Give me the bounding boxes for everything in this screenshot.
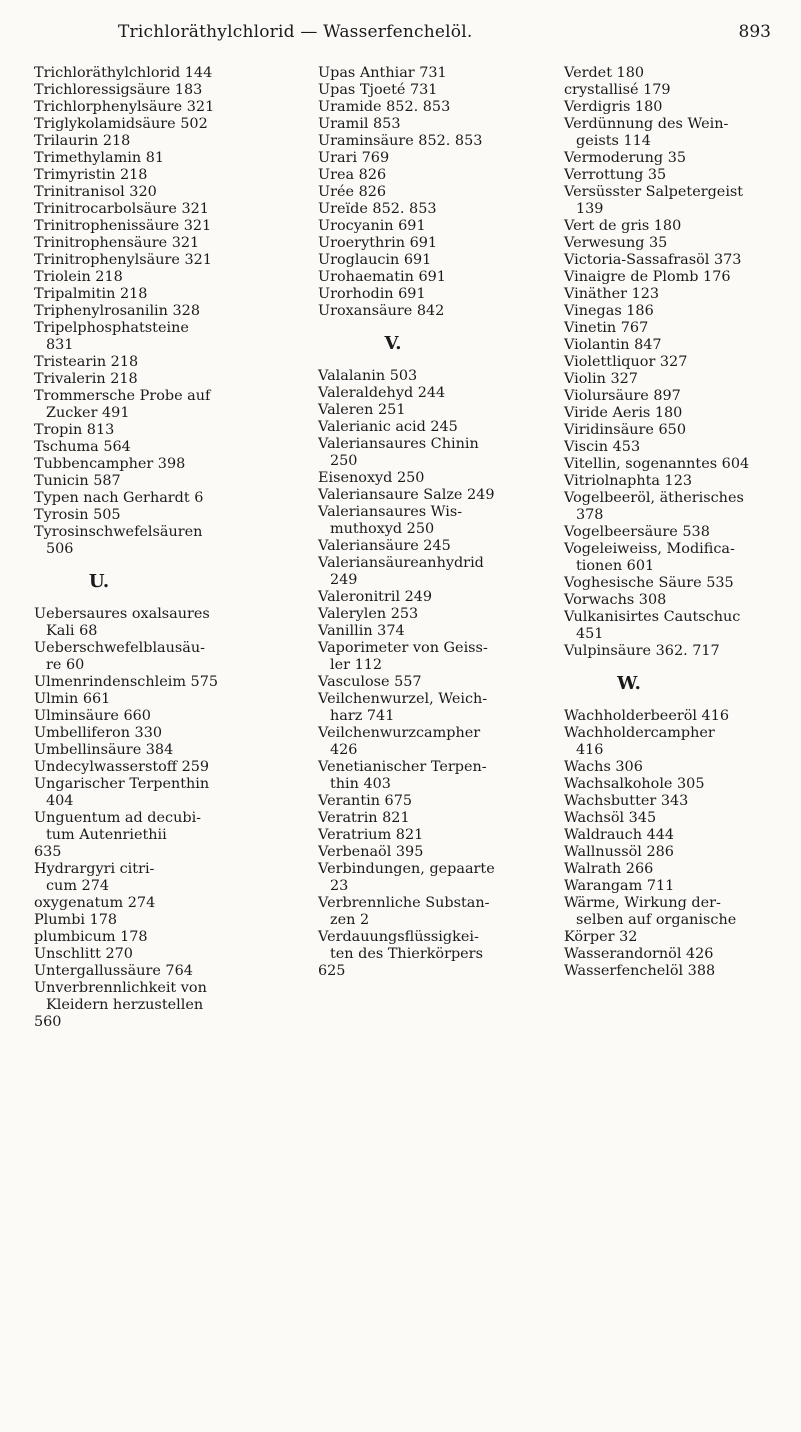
index-entry [564, 575, 789, 592]
index-entry-text: Vorwachs 308 [564, 592, 667, 608]
index-entry [318, 303, 558, 320]
index-entry-text: Unschlitt 270 [34, 946, 133, 962]
index-entry [564, 422, 789, 439]
index-entry-text: Tschuma 564 [34, 439, 131, 455]
index-entry-continuation: 451 [576, 626, 604, 642]
index-entry [34, 65, 274, 82]
index-entry-text: Tripalmitin 218 [34, 286, 148, 302]
index-entry-text: Trinitrophenissäure 321 [34, 218, 212, 234]
index-entry-text: Ulminsäure 660 [34, 708, 151, 724]
index-entry [564, 946, 789, 963]
index-entry [34, 963, 274, 980]
index-entry [564, 218, 789, 235]
index-entry [318, 861, 558, 895]
index-entry [318, 419, 558, 436]
index-entry-continuation: Kleidern herzustellen [46, 997, 204, 1013]
index-entry-text: Urohaematin 691 [318, 269, 446, 285]
index-entry [564, 878, 789, 895]
index-entry [564, 708, 789, 725]
index-entry-continuation: tionen 601 [576, 558, 655, 574]
index-entry-text: Valeriansäure 245 [318, 538, 451, 554]
index-entry-text: Uebersaures oxalsaures [34, 606, 210, 622]
index-entry [34, 218, 274, 235]
index-entry [34, 844, 274, 861]
index-entry [318, 929, 558, 963]
index-entry [318, 235, 558, 252]
index-entry-text: Hydrargyri citri- [34, 861, 155, 877]
index-entry [564, 456, 789, 473]
index-entry-text: Uroxansäure 842 [318, 303, 445, 319]
index-entry [564, 861, 789, 878]
index-entry [564, 320, 789, 337]
index-entry-text: Wachsalkohole 305 [564, 776, 705, 792]
index-entry-text: Vogeleiweiss, Modifica- [564, 541, 735, 557]
index-entry [564, 252, 789, 269]
index-entry [318, 538, 558, 555]
index-entry [34, 184, 274, 201]
index-entry-continuation: thin 403 [330, 776, 391, 792]
index-entry [34, 456, 274, 473]
index-entry-text: Walrath 266 [564, 861, 654, 877]
index-entry-text: Viridinsäure 650 [564, 422, 686, 438]
index-entry [318, 810, 558, 827]
index-entry-text: Plumbi 178 [34, 912, 118, 928]
index-entry-text: Trivalerin 218 [34, 371, 138, 387]
index-entry [564, 524, 789, 541]
index-entry [34, 861, 274, 895]
index-entry-text: Vinaigre de Plomb 176 [564, 269, 731, 285]
index-entry [318, 218, 558, 235]
index-entry [564, 286, 789, 303]
index-entry [34, 99, 274, 116]
index-entry-text: Trilaurin 218 [34, 133, 131, 149]
index-entry [34, 946, 274, 963]
index-entry-continuation: selben auf organische [576, 912, 737, 928]
index-entry [34, 354, 274, 371]
index-entry-text: Valeriansaure Salze 249 [318, 487, 495, 503]
index-entry [564, 82, 789, 99]
index-entry [564, 150, 789, 167]
index-entry-text: Tyrosinschwefelsäuren [34, 524, 203, 540]
index-entry-text: Verdünnung des Wein- [564, 116, 729, 132]
index-entry [564, 439, 789, 456]
index-entry-text: Violursäure 897 [564, 388, 681, 404]
index-entry [564, 541, 789, 575]
index-entry [34, 167, 274, 184]
index-entry-text: Trimyristin 218 [34, 167, 148, 183]
index-entry-text: Uroerythrin 691 [318, 235, 438, 251]
index-entry [34, 606, 274, 640]
index-entry-text: Tristearin 218 [34, 354, 139, 370]
index-entry-text: Körper 32 [564, 929, 638, 945]
index-entry [34, 691, 274, 708]
index-entry [318, 963, 558, 980]
index-entry-text: Ulmin 661 [34, 691, 111, 707]
section-letter: W. [617, 673, 641, 694]
index-entry [564, 303, 789, 320]
index-entry-text: Tubbencampher 398 [34, 456, 186, 472]
index-entry [34, 759, 274, 776]
index-entry [564, 827, 789, 844]
index-entry [318, 368, 558, 385]
index-entry-text: Uramide 852. 853 [318, 99, 451, 115]
index-entry-continuation: cum 274 [46, 878, 110, 894]
index-entry-continuation: Zucker 491 [46, 405, 130, 421]
index-entry [34, 895, 274, 912]
index-entry-text: Veratrium 821 [318, 827, 424, 843]
index-entry-text: Wärme, Wirkung der- [564, 895, 721, 911]
index-entry-text: Vulpinsäure 362. 717 [564, 643, 720, 659]
index-entry [564, 473, 789, 490]
index-entry-text: Wachsbutter 343 [564, 793, 689, 809]
index-entry-continuation: 139 [576, 201, 604, 217]
index-entry-text: Vogelbeeröl, ätherisches [564, 490, 744, 506]
index-entry [34, 640, 274, 674]
index-entry-text: Valeriansaures Wis- [318, 504, 463, 520]
index-entry [34, 320, 274, 354]
index-entry [564, 167, 789, 184]
index-entry [34, 388, 274, 422]
index-entry-text: Unguentum ad decubi- [34, 810, 202, 826]
index-entry-text: Trinitrocarbolsäure 321 [34, 201, 209, 217]
index-entry [318, 895, 558, 929]
index-entry-text: plumbicum 178 [34, 929, 148, 945]
index-entry-continuation: muthoxyd 250 [330, 521, 435, 537]
index-entry [318, 184, 558, 201]
index-entry-text: Unverbrennlichkeit von [34, 980, 207, 996]
index-entry-text: Upas Anthiar 731 [318, 65, 447, 81]
index-entry-text: Veratrin 821 [318, 810, 410, 826]
index-entry [318, 623, 558, 640]
index-entry [34, 742, 274, 759]
index-entry-continuation: 378 [576, 507, 604, 523]
index-entry [318, 252, 558, 269]
index-entry [564, 776, 789, 793]
index-entry [564, 844, 789, 861]
index-entry [564, 929, 789, 946]
index-entry [564, 235, 789, 252]
index-entry-text: Ueberschwefelblausäu- [34, 640, 206, 656]
index-entry-text: Urea 826 [318, 167, 387, 183]
index-entry-text: Vermoderung 35 [564, 150, 687, 166]
index-entry [564, 592, 789, 609]
index-entry [34, 269, 274, 286]
index-entry-text: Valeriansaures Chinin [318, 436, 479, 452]
index-entry-text: Victoria-Sassafrasöl 373 [564, 252, 742, 268]
index-entry-text: Umbellinsäure 384 [34, 742, 174, 758]
index-column-1 [34, 65, 274, 1031]
index-entry-text: Verbenaöl 395 [318, 844, 424, 860]
index-entry-text: Tyrosin 505 [34, 507, 121, 523]
index-entry [564, 371, 789, 388]
index-entry [318, 286, 558, 303]
index-entry-text: Tunicin 587 [34, 473, 121, 489]
index-entry-text: Warangam 711 [564, 878, 675, 894]
index-entry-continuation: geists 114 [576, 133, 651, 149]
index-entry [318, 589, 558, 606]
index-entry [318, 133, 558, 150]
index-entry-text: Typen nach Gerhardt 6 [34, 490, 204, 506]
index-entry-text: Vinetin 767 [564, 320, 649, 336]
index-entry-text: Waldrauch 444 [564, 827, 675, 843]
index-entry-text: Versüsster Salpetergeist [564, 184, 744, 200]
index-entry [34, 422, 274, 439]
index-column-2 [318, 65, 558, 980]
index-entry [564, 609, 789, 643]
index-entry [564, 116, 789, 150]
index-entry [34, 133, 274, 150]
index-entry-text: Trinitrophenylsäure 321 [34, 252, 212, 268]
index-entry-text: Vinäther 123 [564, 286, 660, 302]
index-entry-text: Wallnussöl 286 [564, 844, 674, 860]
index-entry [318, 844, 558, 861]
index-entry [318, 82, 558, 99]
index-entry [318, 65, 558, 82]
index-entry-text: Verantin 675 [318, 793, 413, 809]
index-entry-text: Ulmenrindenschleim 575 [34, 674, 219, 690]
index-entry-text: Triglykolamidsäure 502 [34, 116, 208, 132]
index-entry [564, 337, 789, 354]
index-entry-text: Vert de gris 180 [564, 218, 682, 234]
index-entry [34, 371, 274, 388]
index-entry-text: Trimethylamin 81 [34, 150, 165, 166]
index-entry-text: Vogelbeersäure 538 [564, 524, 710, 540]
index-entry-text: Wachsöl 345 [564, 810, 657, 826]
index-entry-text: Urari 769 [318, 150, 390, 166]
index-entry-text: Violettliquor 327 [564, 354, 688, 370]
index-entry [318, 640, 558, 674]
index-entry-continuation: 831 [46, 337, 74, 353]
index-entry-text: Eisenoxyd 250 [318, 470, 425, 486]
index-entry-text: Upas Tjoeté 731 [318, 82, 438, 98]
index-entry-text: 635 [34, 844, 62, 860]
index-entry [564, 725, 789, 759]
index-entry-text: Trichlorphenylsäure 321 [34, 99, 215, 115]
index-entry [318, 725, 558, 759]
index-entry-text: Trommersche Probe auf [34, 388, 211, 404]
index-entry-text: Valeraldehyd 244 [318, 385, 446, 401]
index-entry [564, 793, 789, 810]
index-entry-text: Voghesische Säure 535 [564, 575, 734, 591]
index-entry-text: Verdigris 180 [564, 99, 663, 115]
index-entry [318, 759, 558, 793]
index-entry-text: Trichloressigsäure 183 [34, 82, 203, 98]
index-entry-text: Vulkanisirtes Cautschuc [564, 609, 741, 625]
index-entry [34, 507, 274, 524]
index-entry-text: Vitellin, sogenanntes 604 [564, 456, 750, 472]
index-entry-text: Vaporimeter von Geiss- [318, 640, 488, 656]
index-entry-text: Viscin 453 [564, 439, 641, 455]
index-entry-text: Valalanin 503 [318, 368, 418, 384]
index-entry-text: Tropin 813 [34, 422, 115, 438]
index-entry [34, 490, 274, 507]
index-entry-text: Valeronitril 249 [318, 589, 433, 605]
index-entry [34, 1014, 274, 1031]
index-entry [564, 895, 789, 929]
index-entry [564, 963, 789, 980]
index-entry [318, 167, 558, 184]
index-entry-text: Trinitranisol 320 [34, 184, 157, 200]
index-entry-continuation: 506 [46, 541, 74, 557]
index-entry [318, 269, 558, 286]
index-entry-text: Verrottung 35 [564, 167, 667, 183]
index-entry [318, 116, 558, 133]
index-entry [318, 504, 558, 538]
index-entry [34, 708, 274, 725]
index-entry [34, 82, 274, 99]
index-entry-text: Trichloräthylchlorid 144 [34, 65, 213, 81]
index-entry-text: Vanillin 374 [318, 623, 405, 639]
index-entry [34, 116, 274, 133]
index-entry-text: Vinegas 186 [564, 303, 654, 319]
index-entry [564, 810, 789, 827]
index-entry [34, 252, 274, 269]
index-entry [34, 912, 274, 929]
index-entry [34, 980, 274, 1014]
index-entry-text: Untergallussäure 764 [34, 963, 193, 979]
index-entry [318, 385, 558, 402]
index-entry [318, 150, 558, 167]
index-entry-text: Urorhodin 691 [318, 286, 426, 302]
index-entry [34, 929, 274, 946]
index-entry [564, 490, 789, 524]
index-entry-text: Verwesung 35 [564, 235, 668, 251]
index-entry [34, 725, 274, 742]
index-entry [34, 201, 274, 218]
index-entry [564, 759, 789, 776]
index-entry [318, 674, 558, 691]
index-entry-continuation: 416 [576, 742, 604, 758]
index-entry-continuation: zen 2 [330, 912, 370, 928]
index-entry-text: Uraminsäure 852. 853 [318, 133, 483, 149]
index-entry [318, 555, 558, 589]
index-entry-text: Venetianischer Terpen- [318, 759, 487, 775]
index-entry-continuation: tum Autenriethii [46, 827, 167, 843]
index-entry-continuation: 404 [46, 793, 74, 809]
index-entry-text: Uramil 853 [318, 116, 401, 132]
index-entry-text: Valerianic acid 245 [318, 419, 458, 435]
index-entry-continuation: ten des Thierkörpers [330, 946, 483, 962]
index-entry-text: Wasserfenchelöl 388 [564, 963, 716, 979]
index-entry-text: Ureïde 852. 853 [318, 201, 437, 217]
index-entry [318, 99, 558, 116]
index-entry-text: Wachholdercampher [564, 725, 715, 741]
index-entry [34, 524, 274, 558]
index-entry-continuation: ler 112 [330, 657, 383, 673]
index-entry [34, 303, 274, 320]
page-header [0, 22, 801, 46]
running-title: Trichloräthylchlorid — Wasserfenchelöl. [118, 22, 473, 42]
index-entry-text: Viride Aeris 180 [564, 405, 683, 421]
index-entry-text: Wasserandornöl 426 [564, 946, 714, 962]
index-entry-text: 625 [318, 963, 346, 979]
index-entry [318, 606, 558, 623]
index-entry-text: Wachs 306 [564, 759, 643, 775]
index-entry-text: oxygenatum 274 [34, 895, 156, 911]
index-entry [564, 643, 789, 660]
index-entry-continuation: Kali 68 [46, 623, 98, 639]
section-letter: V. [384, 333, 402, 354]
index-entry-text: crystallisé 179 [564, 82, 671, 98]
index-entry [564, 354, 789, 371]
index-entry-text: Tripelphosphatsteine [34, 320, 189, 336]
index-entry-text: Verbindungen, gepaarte [318, 861, 495, 877]
index-entry-text: Violantin 847 [564, 337, 662, 353]
index-entry-text: 560 [34, 1014, 62, 1030]
index-entry-text: Veilchenwurzcampher [318, 725, 481, 741]
index-entry-text: Urocyanin 691 [318, 218, 426, 234]
section-letter: U. [88, 571, 110, 592]
index-entry-continuation: harz 741 [330, 708, 395, 724]
index-entry [34, 286, 274, 303]
index-entry-text: Triolein 218 [34, 269, 123, 285]
index-entry-text: Valerylen 253 [318, 606, 419, 622]
index-entry [564, 405, 789, 422]
index-entry [34, 235, 274, 252]
index-entry-text: Verdet 180 [564, 65, 645, 81]
index-entry [318, 402, 558, 419]
index-entry-text: Valeren 251 [318, 402, 406, 418]
index-entry-text: Wachholderbeeröl 416 [564, 708, 730, 724]
index-entry-text: Ungarischer Terpenthin [34, 776, 210, 792]
page-number: 893 [738, 22, 771, 42]
index-entry [34, 150, 274, 167]
index-entry-text: Verbrennliche Substan- [318, 895, 490, 911]
index-entry [34, 810, 274, 844]
index-entry-text: Trinitrophensäure 321 [34, 235, 200, 251]
index-entry-text: Umbelliferon 330 [34, 725, 163, 741]
index-entry [318, 436, 558, 470]
index-entry-continuation: re 60 [46, 657, 85, 673]
index-entry [318, 793, 558, 810]
index-entry-text: Verdauungsflüssigkei- [318, 929, 479, 945]
index-entry [318, 827, 558, 844]
index-column-3 [564, 65, 789, 980]
index-entry-continuation: 23 [330, 878, 349, 894]
index-entry [318, 470, 558, 487]
index-entry [564, 269, 789, 286]
index-entry-text: Vitriolnaphta 123 [564, 473, 693, 489]
index-entry-text: Veilchenwurzel, Weich- [318, 691, 488, 707]
index-entry [318, 691, 558, 725]
index-entry [564, 99, 789, 116]
index-entry-continuation: 249 [330, 572, 358, 588]
index-entry [318, 487, 558, 504]
index-entry [34, 776, 274, 810]
index-entry-continuation: 426 [330, 742, 358, 758]
index-entry-text: Urée 826 [318, 184, 387, 200]
index-entry-text: Vasculose 557 [318, 674, 422, 690]
index-entry-text: Uroglaucin 691 [318, 252, 432, 268]
index-entry-text: Triphenylrosanilin 328 [34, 303, 200, 319]
index-entry [564, 184, 789, 218]
index-entry [564, 388, 789, 405]
index-entry-text: Undecylwasserstoff 259 [34, 759, 210, 775]
index-entry [34, 439, 274, 456]
index-entry [34, 473, 274, 490]
index-entry [564, 65, 789, 82]
index-entry-text: Valeriansäureanhydrid [318, 555, 484, 571]
index-entry [34, 674, 274, 691]
index-entry [318, 201, 558, 218]
index-entry-text: Violin 327 [564, 371, 638, 387]
index-entry-continuation: 250 [330, 453, 358, 469]
